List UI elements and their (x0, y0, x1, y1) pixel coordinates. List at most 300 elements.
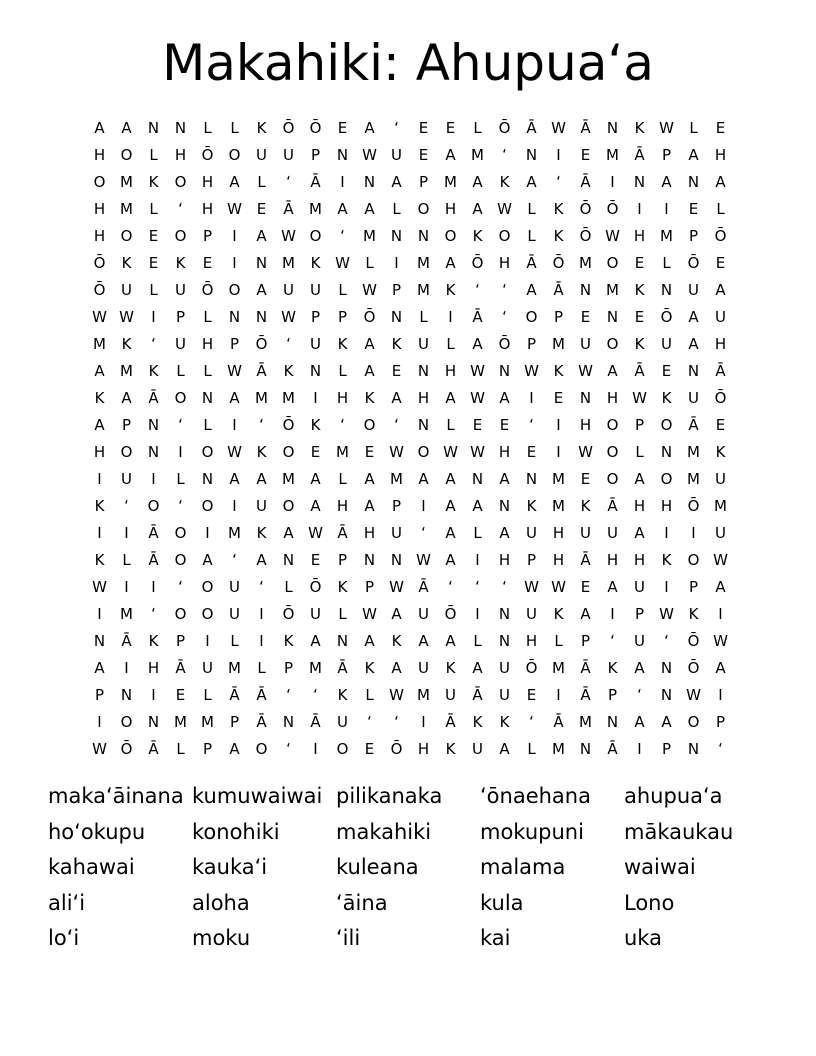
grid-letter: U (121, 281, 132, 299)
grid-letter: A (661, 173, 672, 191)
grid-letter: K (553, 200, 564, 218)
grid-letter: P (310, 308, 321, 326)
grid-letter: A (94, 362, 105, 380)
grid-letter: Ā (337, 524, 348, 542)
grid-letter: ʻ (151, 335, 156, 353)
grid-letter: I (205, 524, 210, 542)
grid-letter: L (203, 416, 212, 434)
grid-letter: K (364, 389, 375, 407)
grid-letter: M (552, 659, 565, 677)
grid-letter: I (232, 497, 237, 515)
grid-letter: A (418, 632, 429, 650)
grid-letter: M (93, 335, 106, 353)
grid-letter: O (363, 416, 376, 434)
grid-letter: ʻ (502, 308, 507, 326)
grid-letter: M (282, 389, 295, 407)
grid-letter: A (229, 173, 240, 191)
grid-letter: H (444, 200, 457, 218)
grid-letter: P (661, 740, 672, 758)
grid-letter: H (201, 335, 214, 353)
grid-row (86, 277, 734, 304)
grid-letter: H (552, 524, 565, 542)
grid-letter: ʻ (340, 416, 345, 434)
grid-letter: N (660, 686, 673, 704)
grid-letter: K (634, 335, 645, 353)
grid-letter: ʻ (232, 551, 237, 569)
grid-letter: A (472, 200, 483, 218)
grid-letter: L (338, 281, 347, 299)
grid-letter: U (121, 470, 132, 488)
grid-letter: K (148, 632, 159, 650)
grid-letter: L (338, 605, 347, 623)
grid-letter: E (580, 146, 591, 164)
grid-letter: Ō (282, 119, 295, 137)
grid-row (86, 169, 734, 196)
grid-letter: E (364, 443, 375, 461)
grid-letter: O (228, 281, 241, 299)
grid-letter: H (498, 551, 511, 569)
grid-letter: N (660, 443, 673, 461)
grid-letter: M (120, 605, 133, 623)
grid-letter: M (687, 470, 700, 488)
grid-letter: Ō (714, 227, 727, 245)
grid-letter: Ō (687, 254, 700, 272)
grid-letter: P (688, 227, 699, 245)
grid-letter: O (120, 146, 133, 164)
grid-letter: Ā (607, 740, 618, 758)
grid-letter: M (444, 173, 457, 191)
grid-letter: K (310, 254, 321, 272)
grid-letter: Ā (580, 686, 591, 704)
grid-letter: ʻ (259, 578, 264, 596)
grid-letter: H (93, 146, 106, 164)
word-list-item: kaukaʻi (192, 855, 268, 879)
grid-letter: O (606, 416, 619, 434)
grid-letter: I (313, 389, 318, 407)
grid-letter: L (257, 659, 266, 677)
grid-letter: ʻ (637, 686, 642, 704)
grid-letter: I (637, 200, 642, 218)
grid-letter: P (175, 632, 186, 650)
grid-letter: P (175, 308, 186, 326)
grid-letter: A (607, 362, 618, 380)
grid-letter: A (229, 470, 240, 488)
grid-letter: M (417, 281, 430, 299)
grid-letter: A (526, 281, 537, 299)
grid-letter: A (94, 659, 105, 677)
grid-row (86, 115, 734, 142)
grid-letter: O (309, 227, 322, 245)
grid-letter: Ō (120, 740, 133, 758)
grid-letter: O (687, 551, 700, 569)
grid-letter: K (526, 497, 537, 515)
grid-letter: A (364, 200, 375, 218)
grid-letter: Ā (256, 713, 267, 731)
grid-letter: I (151, 578, 156, 596)
grid-letter: O (444, 227, 457, 245)
grid-letter: E (688, 200, 699, 218)
grid-letter: I (556, 686, 561, 704)
grid-row (86, 574, 734, 601)
grid-letter: P (337, 551, 348, 569)
grid-letter: Ā (148, 551, 159, 569)
grid-letter: W (281, 308, 296, 326)
grid-letter: K (283, 632, 294, 650)
grid-letter: Ō (579, 200, 592, 218)
grid-letter: O (282, 443, 295, 461)
word-list-item: kumuwaiwai (192, 784, 323, 808)
grid-letter: A (445, 551, 456, 569)
grid-letter: E (553, 389, 564, 407)
grid-letter: E (418, 119, 429, 137)
grid-letter: ʻ (178, 578, 183, 596)
grid-letter: ʻ (556, 173, 561, 191)
grid-letter: U (418, 605, 429, 623)
word-list-item: waiwai (624, 855, 696, 879)
grid-letter: L (149, 281, 158, 299)
grid-letter: ʻ (286, 686, 291, 704)
grid-letter: M (552, 740, 565, 758)
grid-letter: K (337, 578, 348, 596)
grid-letter: O (606, 443, 619, 461)
grid-letter: A (634, 713, 645, 731)
grid-letter: W (335, 254, 350, 272)
grid-letter: E (418, 146, 429, 164)
grid-letter: L (689, 119, 698, 137)
grid-letter: ʻ (367, 713, 372, 731)
grid-letter: L (176, 740, 185, 758)
grid-letter: U (715, 470, 726, 488)
grid-letter: K (661, 551, 672, 569)
grid-letter: A (526, 173, 537, 191)
grid-letter: A (445, 470, 456, 488)
word-list-item: makahiki (336, 819, 432, 844)
grid-letter: K (634, 281, 645, 299)
grid-letter: E (337, 119, 348, 137)
word-list-item: makaʻāinana (48, 784, 184, 808)
grid-letter: L (662, 254, 671, 272)
grid-letter: P (202, 227, 213, 245)
grid-letter: H (633, 227, 646, 245)
grid-letter: P (526, 551, 537, 569)
grid-letter: M (255, 389, 268, 407)
grid-letter: N (147, 443, 160, 461)
grid-letter: U (445, 686, 456, 704)
grid-letter: P (661, 146, 672, 164)
grid-letter: K (445, 281, 456, 299)
grid-letter: K (337, 335, 348, 353)
grid-letter: O (93, 173, 106, 191)
grid-letter: A (688, 146, 699, 164)
grid-letter: H (93, 200, 106, 218)
grid-letter: U (310, 335, 321, 353)
grid-letter: E (499, 416, 510, 434)
grid-letter: K (445, 659, 456, 677)
grid-letter: K (472, 713, 483, 731)
grid-letter: Ā (310, 713, 321, 731)
grid-row (86, 520, 734, 547)
grid-letter: ʻ (178, 200, 183, 218)
grid-letter: A (445, 389, 456, 407)
grid-letter: A (229, 389, 240, 407)
grid-letter: ʻ (286, 173, 291, 191)
grid-letter: ʻ (151, 605, 156, 623)
grid-letter: I (718, 605, 723, 623)
grid-letter: A (445, 524, 456, 542)
grid-letter: U (310, 281, 321, 299)
grid-letter: U (688, 389, 699, 407)
grid-letter: ʻ (718, 740, 723, 758)
grid-letter: N (417, 362, 430, 380)
grid-letter: K (337, 686, 348, 704)
grid-letter: Ā (715, 362, 726, 380)
grid-letter: Ā (256, 686, 267, 704)
word-list-item: Lono (624, 890, 675, 915)
grid-letter: M (471, 146, 484, 164)
grid-letter: K (391, 632, 402, 650)
grid-letter: A (580, 605, 591, 623)
grid-letter: W (470, 389, 485, 407)
grid-letter: L (527, 200, 536, 218)
grid-letter: P (715, 713, 726, 731)
grid-letter: M (714, 497, 727, 515)
grid-letter: W (362, 146, 377, 164)
word-list-item: hoʻokupu (48, 819, 146, 844)
grid-letter: A (337, 200, 348, 218)
grid-letter: W (632, 389, 647, 407)
grid-letter: P (229, 713, 240, 731)
grid-letter: P (337, 308, 348, 326)
grid-letter: A (499, 524, 510, 542)
word-list-item: mokupuni (480, 819, 584, 844)
grid-letter: ʻ (286, 740, 291, 758)
grid-letter: M (417, 254, 430, 272)
grid-letter: A (310, 470, 321, 488)
word-list-item: loʻi (48, 926, 80, 950)
grid-letter: ʻ (124, 497, 129, 515)
grid-letter: Ā (472, 308, 483, 326)
grid-letter: M (687, 443, 700, 461)
grid-letter: A (364, 470, 375, 488)
grid-letter: U (634, 632, 645, 650)
grid-letter: L (446, 416, 455, 434)
grid-letter: N (660, 659, 673, 677)
grid-letter: K (607, 659, 618, 677)
grid-letter: A (121, 119, 132, 137)
grid-letter: A (256, 470, 267, 488)
grid-letter: U (418, 659, 429, 677)
grid-letter: W (713, 632, 728, 650)
grid-letter: L (365, 686, 374, 704)
grid-letter: E (310, 443, 321, 461)
grid-letter: N (363, 551, 376, 569)
grid-letter: O (201, 443, 214, 461)
grid-letter: I (151, 686, 156, 704)
grid-letter: I (232, 227, 237, 245)
grid-letter: A (661, 713, 672, 731)
grid-letter: N (579, 389, 592, 407)
grid-letter: E (634, 308, 645, 326)
grid-letter: I (340, 173, 345, 191)
grid-letter: L (419, 308, 428, 326)
grid-row (86, 628, 734, 655)
grid-letter: N (201, 389, 214, 407)
grid-letter: K (283, 362, 294, 380)
grid-letter: A (607, 578, 618, 596)
grid-letter: L (230, 119, 239, 137)
grid-letter: Ā (688, 416, 699, 434)
grid-letter: ʻ (340, 227, 345, 245)
grid-letter: W (686, 686, 701, 704)
grid-letter: K (94, 389, 105, 407)
grid-letter: M (363, 227, 376, 245)
grid-letter: E (148, 254, 159, 272)
grid-letter: P (634, 416, 645, 434)
grid-letter: U (472, 740, 483, 758)
grid-letter: L (473, 632, 482, 650)
grid-letter: W (524, 578, 539, 596)
grid-letter: O (417, 200, 430, 218)
grid-letter: U (499, 686, 510, 704)
grid-letter: Ā (634, 146, 645, 164)
grid-letter: A (364, 119, 375, 137)
grid-letter: ʻ (286, 335, 291, 353)
grid-letter: E (715, 119, 726, 137)
grid-letter: H (147, 659, 160, 677)
grid-letter: U (310, 605, 321, 623)
grid-letter: O (228, 146, 241, 164)
grid-letter: U (688, 281, 699, 299)
grid-letter: A (634, 470, 645, 488)
grid-letter: W (227, 362, 242, 380)
grid-letter: Ō (498, 119, 511, 137)
grid-letter: A (256, 281, 267, 299)
grid-letter: Ā (148, 389, 159, 407)
grid-letter: H (525, 632, 538, 650)
grid-letter: A (499, 740, 510, 758)
grid-letter: A (310, 497, 321, 515)
grid-letter: I (610, 173, 615, 191)
grid-letter: O (120, 713, 133, 731)
grid-letter: ʻ (475, 281, 480, 299)
grid-letter: L (203, 686, 212, 704)
grid-letter: M (552, 335, 565, 353)
grid-letter: P (121, 416, 132, 434)
grid-letter: N (498, 362, 511, 380)
grid-letter: N (417, 416, 430, 434)
grid-letter: A (472, 659, 483, 677)
grid-letter: N (687, 362, 700, 380)
grid-letter: O (498, 227, 511, 245)
grid-letter: W (470, 443, 485, 461)
grid-letter: L (230, 632, 239, 650)
grid-letter: W (470, 362, 485, 380)
grid-letter: Ā (229, 686, 240, 704)
grid-letter: N (498, 605, 511, 623)
grid-letter: U (499, 659, 510, 677)
grid-row (86, 196, 734, 223)
grid-letter: O (201, 605, 214, 623)
grid-letter: P (391, 497, 402, 515)
grid-letter: I (124, 578, 129, 596)
grid-letter: W (281, 227, 296, 245)
grid-letter: ʻ (421, 524, 426, 542)
grid-letter: L (473, 524, 482, 542)
grid-letter: L (203, 362, 212, 380)
grid-letter: K (256, 119, 267, 137)
grid-letter: U (256, 497, 267, 515)
grid-letter: A (715, 281, 726, 299)
word-list-item: moku (192, 926, 251, 950)
grid-letter: Ā (580, 659, 591, 677)
grid-letter: H (444, 362, 457, 380)
grid-row (86, 331, 734, 358)
grid-letter: ʻ (394, 416, 399, 434)
grid-letter: A (391, 659, 402, 677)
grid-letter: Ā (148, 524, 159, 542)
grid-letter: ʻ (610, 632, 615, 650)
grid-letter: Ā (526, 119, 537, 137)
grid-letter: A (364, 335, 375, 353)
grid-letter: N (660, 281, 673, 299)
grid-letter: K (553, 227, 564, 245)
grid-letter: Ō (201, 146, 214, 164)
grid-letter: I (475, 551, 480, 569)
grid-letter: H (714, 146, 727, 164)
grid-letter: L (149, 200, 158, 218)
grid-letter: O (606, 254, 619, 272)
grid-letter: U (175, 281, 186, 299)
grid-letter: I (421, 713, 426, 731)
grid-letter: E (580, 470, 591, 488)
grid-letter: L (365, 254, 374, 272)
grid-letter: N (471, 470, 484, 488)
grid-letter: H (336, 497, 349, 515)
word-search-grid (86, 115, 734, 763)
grid-letter: W (362, 605, 377, 623)
grid-letter: Ā (310, 173, 321, 191)
grid-letter: I (529, 389, 534, 407)
grid-letter: A (715, 173, 726, 191)
grid-letter: I (97, 713, 102, 731)
grid-letter: O (660, 416, 673, 434)
grid-letter: I (205, 632, 210, 650)
word-list-item: mākaukau (624, 819, 734, 844)
grid-letter: W (92, 578, 107, 596)
grid-letter: I (232, 254, 237, 272)
grid-letter: L (203, 308, 212, 326)
grid-letter: N (147, 119, 160, 137)
grid-letter: O (201, 497, 214, 515)
grid-letter: W (551, 578, 566, 596)
grid-letter: E (472, 416, 483, 434)
grid-row (86, 709, 734, 736)
grid-letter: N (498, 497, 511, 515)
grid-letter: K (499, 713, 510, 731)
grid-letter: N (147, 416, 160, 434)
grid-letter: O (525, 308, 538, 326)
grid-letter: L (203, 119, 212, 137)
grid-letter: P (229, 335, 240, 353)
grid-letter: A (364, 632, 375, 650)
grid-letter: ʻ (502, 578, 507, 596)
grid-letter: N (336, 632, 349, 650)
grid-letter: O (255, 740, 268, 758)
grid-letter: P (391, 281, 402, 299)
grid-letter: N (336, 146, 349, 164)
grid-letter: M (417, 686, 430, 704)
grid-letter: E (364, 740, 375, 758)
